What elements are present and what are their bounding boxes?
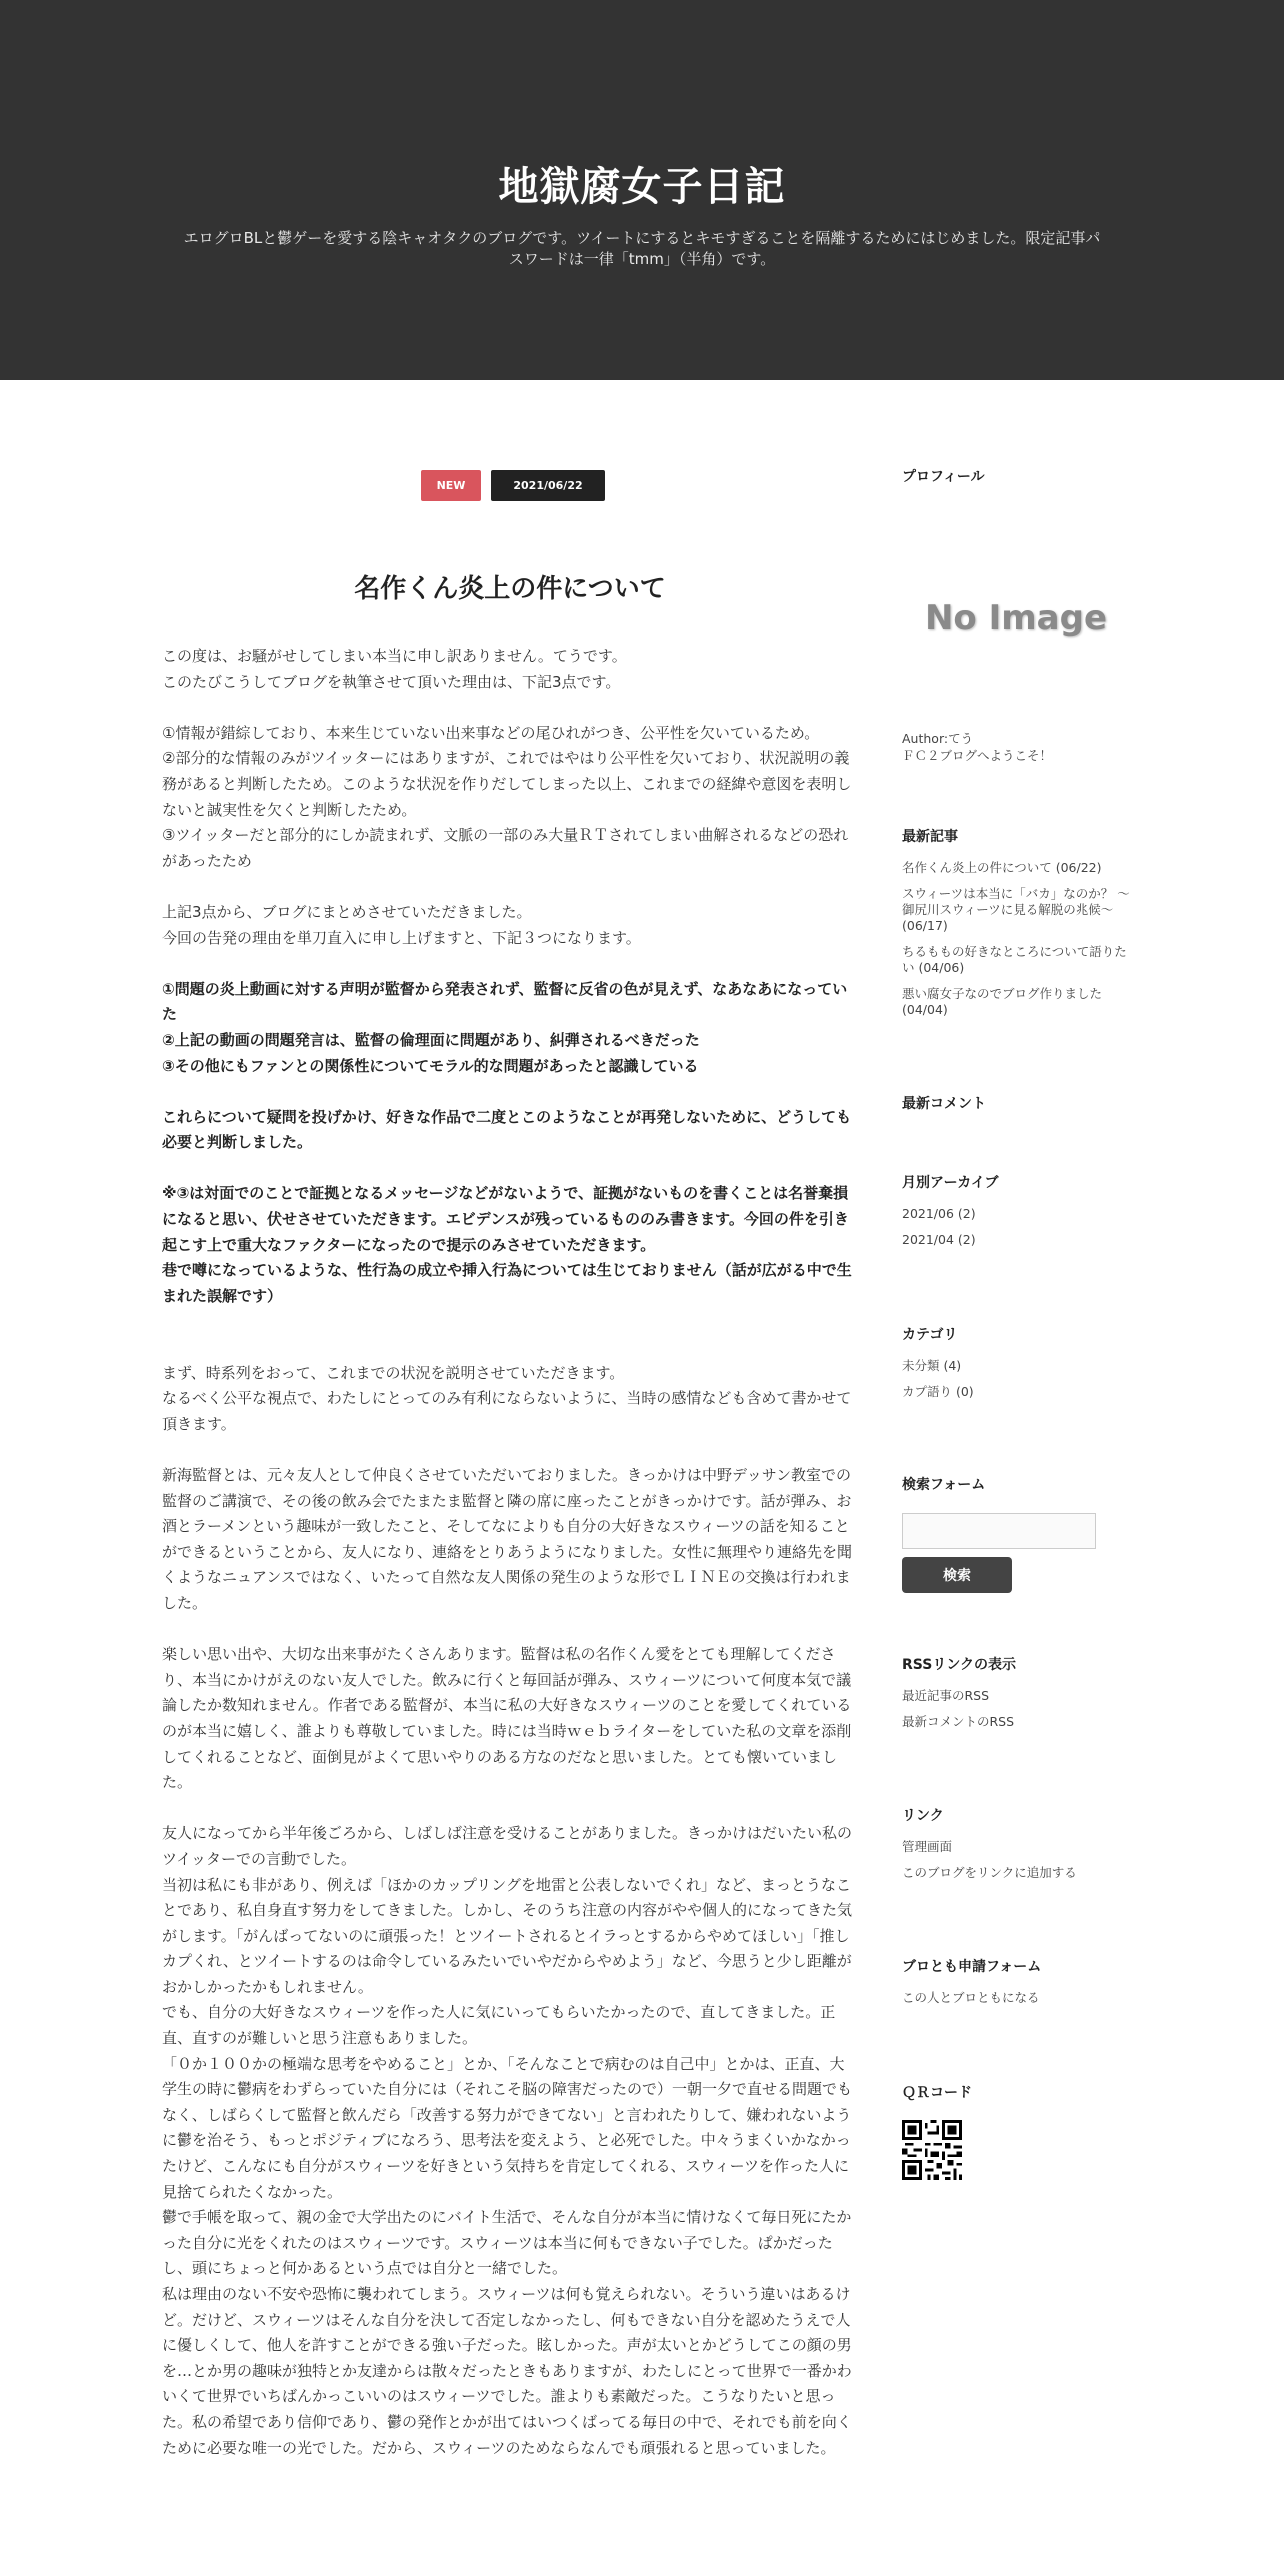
category-widget bbox=[902, 1326, 1132, 1410]
category-link[interactable]: カプ語り (0) bbox=[902, 1384, 974, 1399]
profile-welcome: ＦＣ２ブログへようこそ！ bbox=[902, 748, 1053, 763]
rss-link[interactable]: 最新コメントのRSS bbox=[902, 1714, 1015, 1729]
category-title: カテゴリ bbox=[902, 1327, 958, 1343]
friend-link[interactable]: この人とブロともになる bbox=[902, 1990, 1040, 2005]
qr-title: ＱＲコード bbox=[902, 2085, 972, 2101]
post-paragraph-bold: これらについて疑問を投げかけ、好きな作品で二度とこのようなことが再発しないために、どうしても必要と判断しました。 bbox=[162, 1107, 852, 1152]
search-widget bbox=[902, 1476, 1132, 1593]
recent-posts-title: 最新記事 bbox=[902, 829, 958, 845]
archive-link[interactable]: 2021/06 (2) bbox=[902, 1206, 976, 1221]
rss-widget bbox=[902, 1656, 1132, 1740]
post-meta bbox=[421, 470, 605, 501]
post-paragraph: 友人になってから半年後ごろから、しばしば注意を受けることがありました。きっかけはだいたい私のツイッターでの言動でした。 当初は私にも非があり、例えば「ほかのカップリングを地雷と公表しないでくれ」など、まっとうなことであり、私自身直す努力をしてきました。しかし、そのうち注意の内容がやや個人的になってきた気がします。「がんばってないのに頑張った！とツイートされるとイラっとするからやめてほしい」「推しカプくれ、とツイートするのは命令しているみたいでいやだからやめよう」など、今思うと少し距離がおかしかったかもしれません。 でも、自分の大好きなスウィーツを作った人に気にいってもらいたかったので、直してきました。正直、直すのが難しいと思う注意もありました。 「０か１００かの極端な思考をやめること」とか、「そんなことで病むのは自己中」とかは、正直、大学生の時に鬱病をわずらっていた自分には（それこそ脳の障害だったので）一朝一夕で直せる問題でもなく、しばらくして監督と飲んだら「改善する努力ができてない」と言われたりして、嫌われないように鬱を治そう、もっとポジティブになろう、思考法を変えよう、と必死でした。中々うまくいかなかったけど、こんなにも自分がスウィーツを好きという気持ちを肯定してくれる、スウィーツを作った人に見捨てられたくなかった。 鬱で手帳を取って、親の金で大学出たのにバイト生活で、そんな自分が本当に情けなくて毎日死にたかった自分に光をくれたのはスウィーツです。スウィーツは本当に何もできない子でした。ぱかだったし、頭にちょっと何かあるという点では自分と一緒でした。 私は理由のない不安や恐怖に襲われてしまう。スウィーツは何も覚えられない。そういう違いはあるけど。だけど、スウィーツはそんな自分を決して否定しなかったし、何もできない自分を認めたうえで人に優しくして、他人を許すことができる強い子だった。眩しかった。声が太いとかどうしてこの顔の男を…とか男の趣味が独特とか友達からは散々だったときもありますが、わたしにとって世界で一番かわいくて世界でいちばんかっこいいのはスウィーツでした。誰よりも素敵だった。こうなりたいと思った。私の希望であり信仰であり、鬱の発作とかが出てはいつくばってる毎日の中で、それでも前を向くために必要な唯一の光でした。だから、スウィーツのためならなんでも頑張れると思っていました。 bbox=[162, 1824, 853, 2457]
archive-widget bbox=[902, 1174, 1132, 1258]
recent-post-link[interactable]: スウィーツは本当に「バカ」なのか？ ～御尻川スウィーツに見る解脱の兆候～ (06/17) bbox=[902, 886, 1130, 933]
post-paragraph: まず、時系列をおって、これまでの状況を説明させていただきます。 なるべく公平な視点で、わたしにとってのみ有利にならないように、当時の感情なども含めて書かせて頂きます。 bbox=[162, 1363, 852, 1433]
profile-widget bbox=[902, 468, 1132, 763]
friend-form-widget bbox=[902, 1958, 1132, 2016]
category-link[interactable]: 未分類 (4) bbox=[902, 1358, 962, 1373]
rss-title: RSSリンクの表示 bbox=[902, 1657, 1017, 1673]
recent-comments-title: 最新コメント bbox=[902, 1096, 986, 1112]
profile-title: プロフィール bbox=[902, 469, 985, 485]
link-item[interactable]: 管理画面 bbox=[902, 1839, 953, 1854]
recent-post-link[interactable]: 悪い腐女子なのでブログ作りました (04/04) bbox=[902, 986, 1103, 1017]
friend-form-title: ブロとも申請フォーム bbox=[902, 1959, 1042, 1975]
new-badge: NEW bbox=[421, 470, 481, 501]
rss-link[interactable]: 最近記事のRSS bbox=[902, 1688, 990, 1703]
link-item[interactable]: このブログをリンクに追加する bbox=[902, 1865, 1077, 1880]
post-paragraph-bold: ①問題の炎上動画に対する声明が監督から発表されず、監督に反省の色が見えず、なあなあになっていた ②上記の動画の問題発言は、監督の倫理面に問題があり、糾弾されるべきだった ③その他にもファンとの関係性についてモラル的な問題があったと認識している bbox=[162, 979, 848, 1075]
archive-link[interactable]: 2021/04 (2) bbox=[902, 1232, 976, 1247]
post-paragraph: ①情報が錯綜しており、本来生じていない出来事などの尾ひれがつき、公平性を欠いているため。 ②部分的な情報のみがツイッターにはありますが、これではやはり公平性を欠いており、状況説明の義務があると判断したため。このような状況を作りだしてしまった以上、これまでの経緯や意図を表明しないと誠実性を欠くと判断したため。 ③ツイッターだと部分的にしか読まれず、文脈の一部のみ大量ＲＴされてしまい曲解されるなどの恐れがあったため bbox=[162, 723, 852, 870]
qr-widget bbox=[902, 2084, 1132, 2184]
post-paragraph-bold: ※③は対面でのことで証拠となるメッセージなどがないようで、証拠がないものを書くことは名誉棄損になると思い、伏せさせていただきます。エビデンスが残っているもののみ書きます。今回の件を引き起こす上で重大なファクターになったので提示のみさせていただきます。 巷で噂になっているような、性行為の成立や挿入行為については生じておりません（話が広がる中で生まれた誤解です） bbox=[162, 1184, 852, 1305]
post-date: 2021/06/22 bbox=[491, 470, 605, 501]
site-title[interactable]: 地獄腐女子日記 bbox=[498, 164, 786, 210]
site-description: エログロBLと鬱ゲーを愛する陰キャオタクのブログです。ツイートにするとキモすぎることを隔離するためにはじめました。限定記事パスワードは一律「tmm」（半角）です。 bbox=[183, 229, 1101, 268]
archive-title: 月別アーカイブ bbox=[902, 1175, 999, 1191]
recent-post-link[interactable]: ちるももの好きなところについて語りたい (04/06) bbox=[902, 944, 1127, 975]
profile-author: Author:てう bbox=[902, 731, 974, 746]
post-paragraph: 上記3点から、ブログにまとめさせていただきました。 今回の告発の理由を単刀直入に申し上げますと、下記３つになります。 bbox=[162, 902, 641, 947]
search-button[interactable]: 検索 bbox=[902, 1557, 1012, 1593]
post-paragraph: この度は、お騒がせしてしまい本当に申し訳ありません。てうです。 このたびこうしてブログを執筆させて頂いた理由は、下記3点です。 bbox=[162, 647, 627, 691]
qr-code bbox=[902, 2120, 1132, 2184]
post-title: 名作くん炎上の件について bbox=[354, 574, 666, 604]
search-input[interactable] bbox=[902, 1513, 1096, 1549]
post-body bbox=[162, 644, 858, 2487]
recent-posts-widget bbox=[902, 828, 1132, 1028]
search-title: 検索フォーム bbox=[902, 1477, 986, 1493]
recent-post-link[interactable]: 名作くん炎上の件について (06/22) bbox=[902, 860, 1102, 875]
links-title: リンク bbox=[902, 1808, 944, 1824]
qr-code-icon bbox=[902, 2120, 962, 2180]
links-widget bbox=[902, 1807, 1132, 1891]
recent-comments-widget bbox=[902, 1095, 1132, 1113]
profile-avatar: No Image bbox=[924, 598, 1108, 638]
post-paragraph: 楽しい思い出や、大切な出来事がたくさんあります。監督は私の名作くん愛をとても理解してくださり、本当にかけがえのない友人でした。飲みに行くと毎回話が弾み、スウィーツについて何度本気で議論したか数知れません。作者である監督が、本当に私の大好きなスウィーツのことを愛してくれているのが本当に嬉しく、誰よりも尊敬していました。時には当時ｗｅｂライターをしていた私の文章を添削してくれることなど、面倒見がよくて思いやりのある方なのだなと思いました。とても懐いていました。 bbox=[162, 1645, 852, 1792]
blog-header bbox=[0, 0, 1284, 380]
post-paragraph: 新海監督とは、元々友人として仲良くさせていただいておりました。きっかけは中野デッサン教室での監督のご講演で、その後の飲み会でたまたま監督と隣の席に座ったことがきっかけです。話が弾み、お酒とラーメンという趣味が一致したこと、そしてなによりも自分の大好きなスウィーツの話を知ることができるということから、友人になり、連絡をとりあうようになりました。女性に無理やり連絡先を聞くようなニュアンスではなく、いたって自然な友人関係の発生のような形でＬＩＮＥの交換は行われました。 bbox=[162, 1466, 853, 1612]
